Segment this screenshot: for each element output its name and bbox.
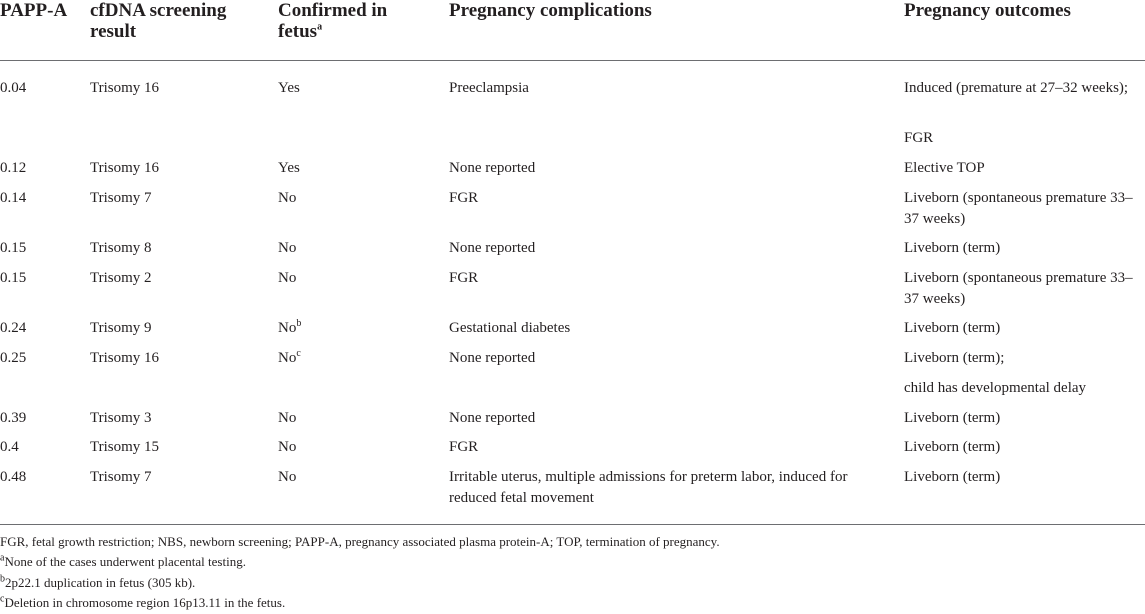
cell-confirmed-text: No bbox=[278, 439, 297, 455]
cell-papp-a: 0.25 bbox=[0, 350, 27, 366]
cell-papp-a: 0.39 bbox=[0, 410, 27, 426]
cell-papp-a: 0.24 bbox=[0, 320, 27, 336]
cell-cfdna: Trisomy 16 bbox=[90, 160, 160, 176]
cell-outcome: Liveborn (spontaneous premature 33–37 weeks) bbox=[904, 270, 1133, 307]
footnote-c bbox=[0, 595, 285, 610]
cell-outcome: Liveborn (term) bbox=[904, 410, 1001, 426]
footnote-abbreviations: FGR, fetal growth restriction; NBS, newborn screening; PAPP-A, pregnancy associated plasma protein-A; TOP, termination of pregnancy. bbox=[0, 534, 720, 549]
cell-outcome: Induced (premature at 27–32 weeks); bbox=[904, 80, 1129, 96]
footnote-a-mark: a bbox=[0, 552, 5, 564]
cell-confirmed bbox=[278, 158, 428, 179]
cell-outcome: Elective TOP bbox=[904, 160, 985, 176]
cell-outcome: Liveborn (term) bbox=[904, 469, 1001, 485]
cell-outcome-line-2: FGR bbox=[904, 130, 934, 146]
cell-confirmed bbox=[278, 467, 428, 488]
cell-complications: Irritable uterus, multiple admissions for preterm labor, induced for reduced fetal movement bbox=[449, 469, 848, 506]
cell-confirmed bbox=[278, 408, 428, 429]
cell-confirmed-text: No bbox=[278, 240, 297, 256]
cell-cfdna: Trisomy 7 bbox=[90, 469, 152, 485]
cell-papp-a: 0.4 bbox=[0, 439, 19, 455]
footnote-c-text: Deletion in chromosome region 16p13.11 in the fetus. bbox=[4, 595, 286, 610]
header-confirmed-footnote-mark: a bbox=[317, 21, 323, 33]
cell-cfdna: Trisomy 3 bbox=[90, 410, 152, 426]
cell-outcome: Liveborn (term) bbox=[904, 439, 1001, 455]
cell-complications: Preeclampsia bbox=[449, 80, 529, 96]
header-papp-a: PAPP-A bbox=[0, 0, 68, 21]
cell-confirmed bbox=[278, 188, 428, 209]
cell-cfdna: Trisomy 16 bbox=[90, 80, 160, 96]
footnote-a-text: None of the cases underwent placental testing. bbox=[4, 554, 246, 569]
cell-cfdna: Trisomy 9 bbox=[90, 320, 152, 336]
cell-complications: FGR bbox=[449, 439, 479, 455]
header-outcomes: Pregnancy outcomes bbox=[904, 0, 1071, 21]
cell-confirmed-text: No bbox=[278, 190, 297, 206]
cell-confirmed-footnote-mark: b bbox=[296, 318, 302, 329]
cell-confirmed-text: No bbox=[278, 320, 297, 336]
header-confirmed bbox=[278, 0, 428, 42]
cell-confirmed-footnote-mark: c bbox=[296, 348, 301, 359]
cell-cfdna: Trisomy 16 bbox=[90, 350, 160, 366]
cell-cfdna: Trisomy 15 bbox=[90, 439, 160, 455]
cell-confirmed bbox=[278, 437, 428, 458]
cell-papp-a: 0.12 bbox=[0, 160, 27, 176]
cell-papp-a: 0.15 bbox=[0, 240, 27, 256]
cell-complications: None reported bbox=[449, 350, 536, 366]
cell-cfdna: Trisomy 8 bbox=[90, 240, 152, 256]
cell-confirmed-text: Yes bbox=[278, 160, 300, 176]
header-cfdna-result: cfDNA screening result bbox=[90, 0, 227, 42]
footnote-a bbox=[0, 554, 246, 569]
cell-papp-a: 0.04 bbox=[0, 80, 27, 96]
cell-papp-a: 0.15 bbox=[0, 270, 27, 286]
cell-outcome: Liveborn (term) bbox=[904, 320, 1001, 336]
cell-confirmed bbox=[278, 268, 428, 289]
footnote-b-text: 2p22.1 duplication in fetus (305 kb). bbox=[5, 575, 196, 590]
header-rule bbox=[0, 60, 1145, 61]
cell-complications: FGR bbox=[449, 270, 479, 286]
footnote-b bbox=[0, 575, 195, 590]
cell-outcome-line-2: child has developmental delay bbox=[904, 380, 1087, 396]
cell-papp-a: 0.14 bbox=[0, 190, 27, 206]
cell-outcome: Liveborn (term); bbox=[904, 350, 1005, 366]
cell-cfdna: Trisomy 7 bbox=[90, 190, 152, 206]
cell-confirmed-text: No bbox=[278, 270, 297, 286]
footnote-c-mark: c bbox=[0, 593, 5, 605]
cell-confirmed-text: No bbox=[278, 410, 297, 426]
cell-complications: None reported bbox=[449, 240, 536, 256]
cell-confirmed bbox=[278, 318, 428, 339]
header-confirmed-text: Confirmed in fetus bbox=[278, 0, 388, 42]
cell-complications: None reported bbox=[449, 160, 536, 176]
header-complications: Pregnancy complications bbox=[449, 0, 652, 21]
cell-confirmed-text: No bbox=[278, 469, 297, 485]
cell-complications: None reported bbox=[449, 410, 536, 426]
cell-outcome: Liveborn (spontaneous premature 33–37 weeks) bbox=[904, 190, 1133, 227]
cell-complications: Gestational diabetes bbox=[449, 320, 571, 336]
cell-outcome: Liveborn (term) bbox=[904, 240, 1001, 256]
cell-confirmed bbox=[278, 78, 428, 99]
cell-confirmed bbox=[278, 348, 428, 369]
cell-confirmed-text: Yes bbox=[278, 80, 300, 96]
table-bottom-rule bbox=[0, 524, 1145, 525]
footnote-b-mark: b bbox=[0, 573, 5, 585]
cell-cfdna: Trisomy 2 bbox=[90, 270, 152, 286]
cell-confirmed-text: No bbox=[278, 350, 297, 366]
cell-complications: FGR bbox=[449, 190, 479, 206]
cell-confirmed bbox=[278, 238, 428, 259]
cell-papp-a: 0.48 bbox=[0, 469, 27, 485]
